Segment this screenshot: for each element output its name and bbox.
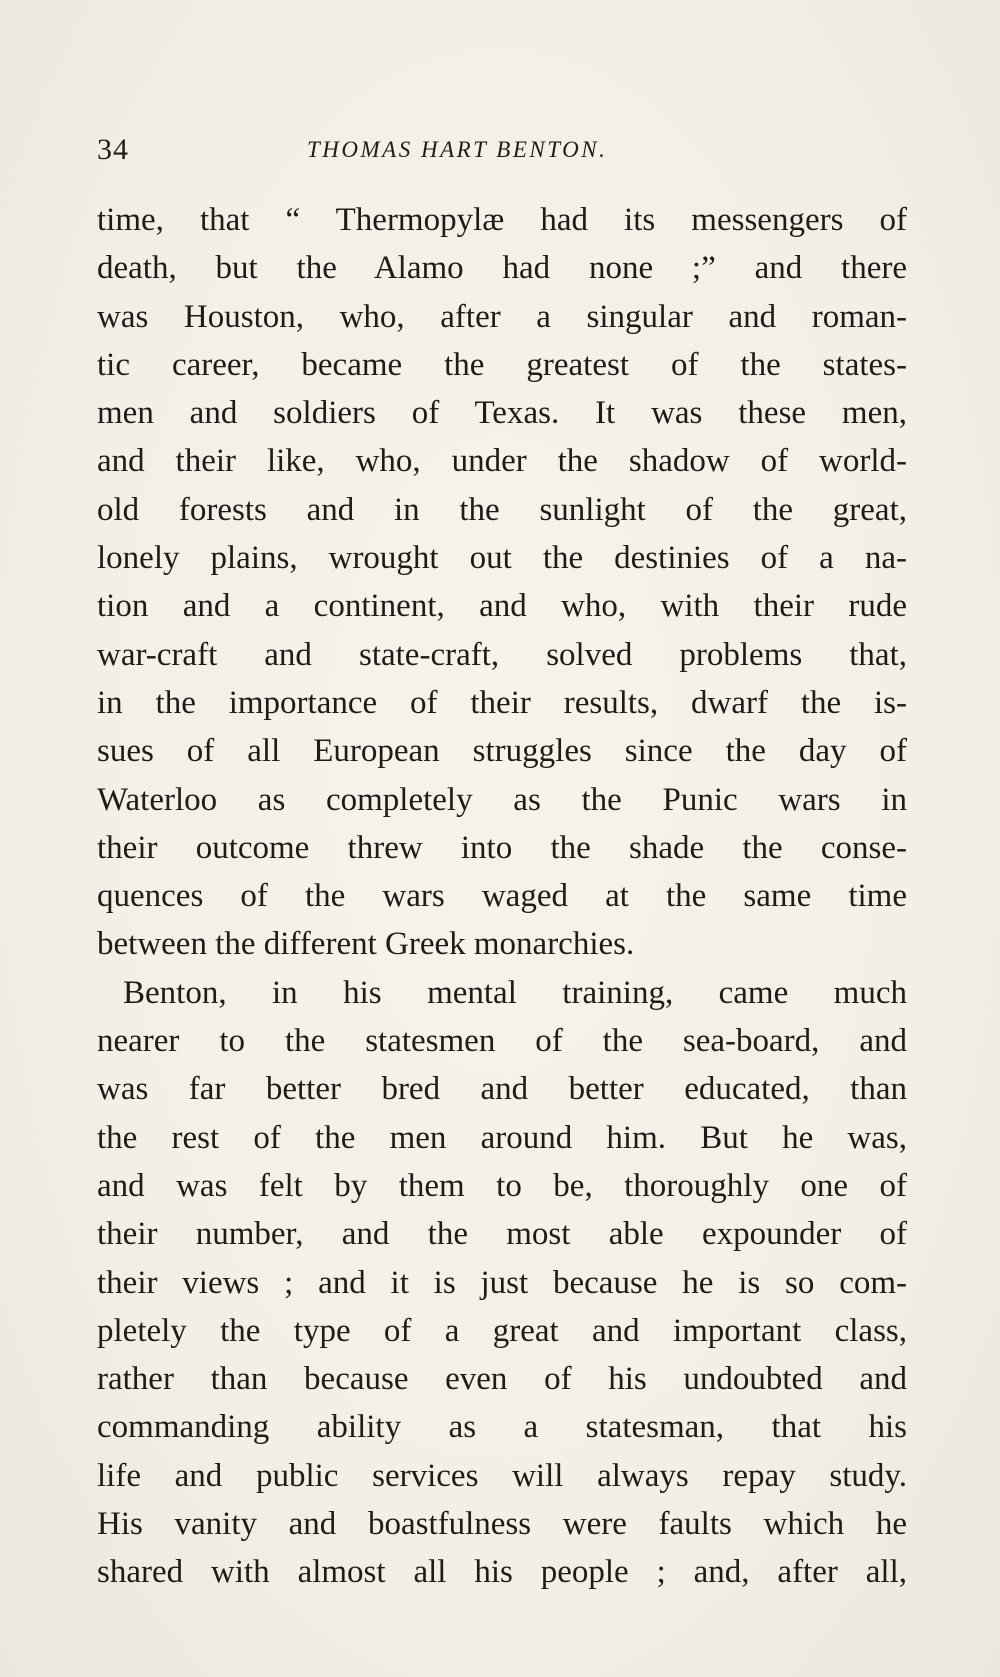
page-number: 34 bbox=[97, 133, 129, 166]
running-title: THOMAS HART BENTON. bbox=[307, 137, 608, 162]
text-line: in the importance of their results, dwarf the is- bbox=[97, 684, 907, 721]
text-line: shared with almost all his people ; and, after all, bbox=[97, 1554, 907, 1591]
text-line: was far better bred and better educated, than bbox=[97, 1071, 907, 1108]
text-line: their outcome threw into the shade the conse- bbox=[97, 829, 907, 866]
text-line: life and public services will always repay study. bbox=[97, 1457, 907, 1494]
text-line: time, that “ Thermopylæ had its messengers of bbox=[97, 202, 907, 238]
text-line: lonely plains, wrought out the destinies of a na- bbox=[97, 540, 907, 577]
text-line: was Houston, who, after a singular and roman- bbox=[97, 298, 907, 335]
body-text bbox=[97, 196, 907, 1597]
text-line: quences of the wars waged at the same time bbox=[97, 878, 907, 915]
text-line: men and soldiers of Texas. It was these men, bbox=[97, 395, 907, 432]
text-line: tion and a continent, and who, with their rude bbox=[97, 588, 907, 625]
text-line: pletely the type of a great and important class, bbox=[97, 1312, 907, 1349]
running-head bbox=[97, 130, 907, 170]
text-line: nearer to the statesmen of the sea-board, and bbox=[97, 1023, 907, 1060]
text-line: sues of all European struggles since the day of bbox=[97, 733, 907, 770]
text-line: commanding ability as a statesman, that his bbox=[97, 1409, 907, 1446]
paragraph-first-line: Benton, in his mental training, came much bbox=[123, 974, 907, 1011]
paragraph-last-line: between the different Greek monarchies. bbox=[97, 926, 635, 963]
text-line: their number, and the most able expounder of bbox=[97, 1216, 907, 1253]
text-line: rather than because even of his undoubted and bbox=[97, 1361, 907, 1398]
text-line: His vanity and boastfulness were faults which he bbox=[97, 1506, 907, 1543]
text-line: and was felt by them to be, thoroughly one of bbox=[97, 1167, 907, 1204]
text-line: war-craft and state-craft, solved problems that, bbox=[97, 636, 907, 673]
text-line: the rest of the men around him. But he was, bbox=[97, 1119, 907, 1156]
text-line: their views ; and it is just because he is so com- bbox=[97, 1264, 907, 1301]
text-line: and their like, who, under the shadow of world- bbox=[97, 443, 907, 480]
text-line: death, but the Alamo had none ;” and there bbox=[97, 250, 907, 287]
text-line: old forests and in the sunlight of the great, bbox=[97, 491, 907, 528]
text-line: Waterloo as completely as the Punic wars in bbox=[97, 781, 907, 818]
text-line: tic career, became the greatest of the states- bbox=[97, 346, 907, 383]
